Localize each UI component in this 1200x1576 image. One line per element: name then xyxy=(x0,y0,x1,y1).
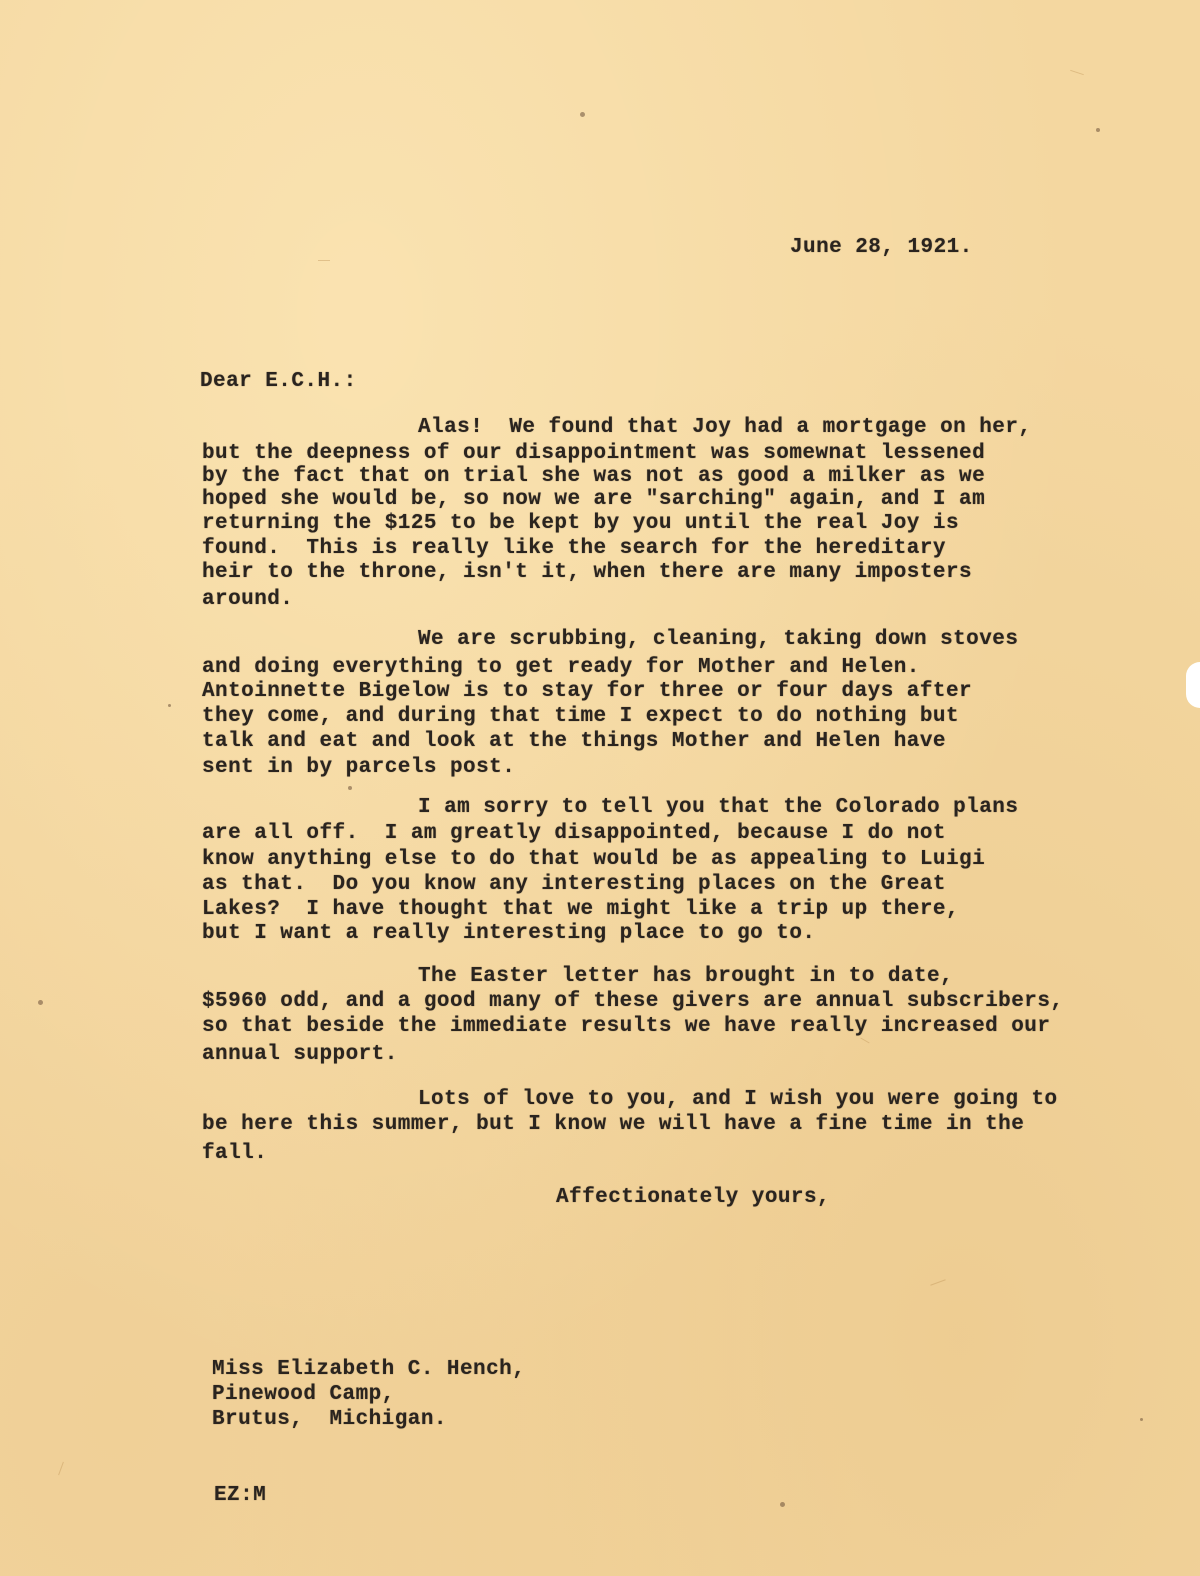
paragraph-1-line: hoped she would be, so now we are "sarching" again, and I am xyxy=(202,488,986,511)
paragraph-2-line: sent in by parcels post. xyxy=(202,756,516,779)
letter-date: June 28, 1921. xyxy=(790,236,973,259)
paper-speck xyxy=(1140,1418,1143,1421)
paper-fiber xyxy=(930,1279,945,1285)
paragraph-3-line: Lakes? I have thought that we might like a trip up there, xyxy=(202,898,960,921)
paragraph-3-line: but I want a really interesting place to go to. xyxy=(202,922,816,945)
paragraph-1-line: by the fact that on trial she was not as good a milker as we xyxy=(202,465,986,488)
paper-speck xyxy=(1096,128,1100,132)
paragraph-4-first-line: The Easter letter has brought in to date, xyxy=(418,965,954,988)
recipient-address-line: Pinewood Camp, xyxy=(212,1383,395,1406)
paragraph-2-line: and doing everything to get ready for Mother and Helen. xyxy=(202,656,920,679)
paragraph-1-line: but the deepness of our disappointment was somewnat lessened xyxy=(202,442,986,465)
paragraph-3-first-line: I am sorry to tell you that the Colorado plans xyxy=(418,796,1019,819)
recipient-address-line: Brutus, Michigan. xyxy=(212,1408,447,1431)
paper-fiber xyxy=(318,260,330,261)
paragraph-1-line: heir to the throne, isn't it, when there are many imposters xyxy=(202,561,973,584)
paragraph-5-first-line: Lots of love to you, and I wish you were going to xyxy=(418,1088,1058,1111)
paper-speck xyxy=(168,704,171,707)
paragraph-1-line: found. This is really like the search for the hereditary xyxy=(202,537,946,560)
paragraph-5-line: be here this summer, but I know we will have a fine time in the xyxy=(202,1113,1025,1136)
letter-closing: Affectionately yours, xyxy=(556,1186,831,1209)
paragraph-3-line: are all off. I am greatly disappointed, because I do not xyxy=(202,822,946,845)
paper-speck xyxy=(38,1000,43,1005)
letter-salutation: Dear E.C.H.: xyxy=(200,370,357,393)
paragraph-3-line: as that. Do you know any interesting places on the Great xyxy=(202,873,946,896)
paper-fiber xyxy=(1070,70,1084,75)
page-edge-tear xyxy=(1186,662,1200,708)
paragraph-1-line: returning the $125 to be kept by you until the real Joy is xyxy=(202,512,960,535)
recipient-name: Miss Elizabeth C. Hench, xyxy=(212,1358,526,1381)
paragraph-2-line: Antoinnette Bigelow is to stay for three or four days after xyxy=(202,680,973,703)
typist-initials: EZ:M xyxy=(214,1484,267,1507)
paragraph-2-line: talk and eat and look at the things Mother and Helen have xyxy=(202,730,946,753)
paragraph-3-line: know anything else to do that would be as appealing to Luigi xyxy=(202,848,986,871)
paragraph-1-first-line: Alas! We found that Joy had a mortgage on her, xyxy=(418,416,1032,439)
paper-fiber xyxy=(58,1462,64,1475)
paragraph-4-line: so that beside the immediate results we have really increased our xyxy=(202,1015,1051,1038)
paper-speck xyxy=(348,786,352,790)
paragraph-1-line: around. xyxy=(202,588,294,611)
paper-speck xyxy=(780,1502,785,1507)
paper-speck xyxy=(580,112,585,117)
paragraph-4-line: annual support. xyxy=(202,1043,398,1066)
paragraph-5-line: fall. xyxy=(202,1142,268,1165)
paragraph-2-line: they come, and during that time I expect to do nothing but xyxy=(202,705,960,728)
paragraph-2-first-line: We are scrubbing, cleaning, taking down stoves xyxy=(418,628,1019,651)
paragraph-4-line: $5960 odd, and a good many of these givers are annual subscribers, xyxy=(202,990,1064,1013)
